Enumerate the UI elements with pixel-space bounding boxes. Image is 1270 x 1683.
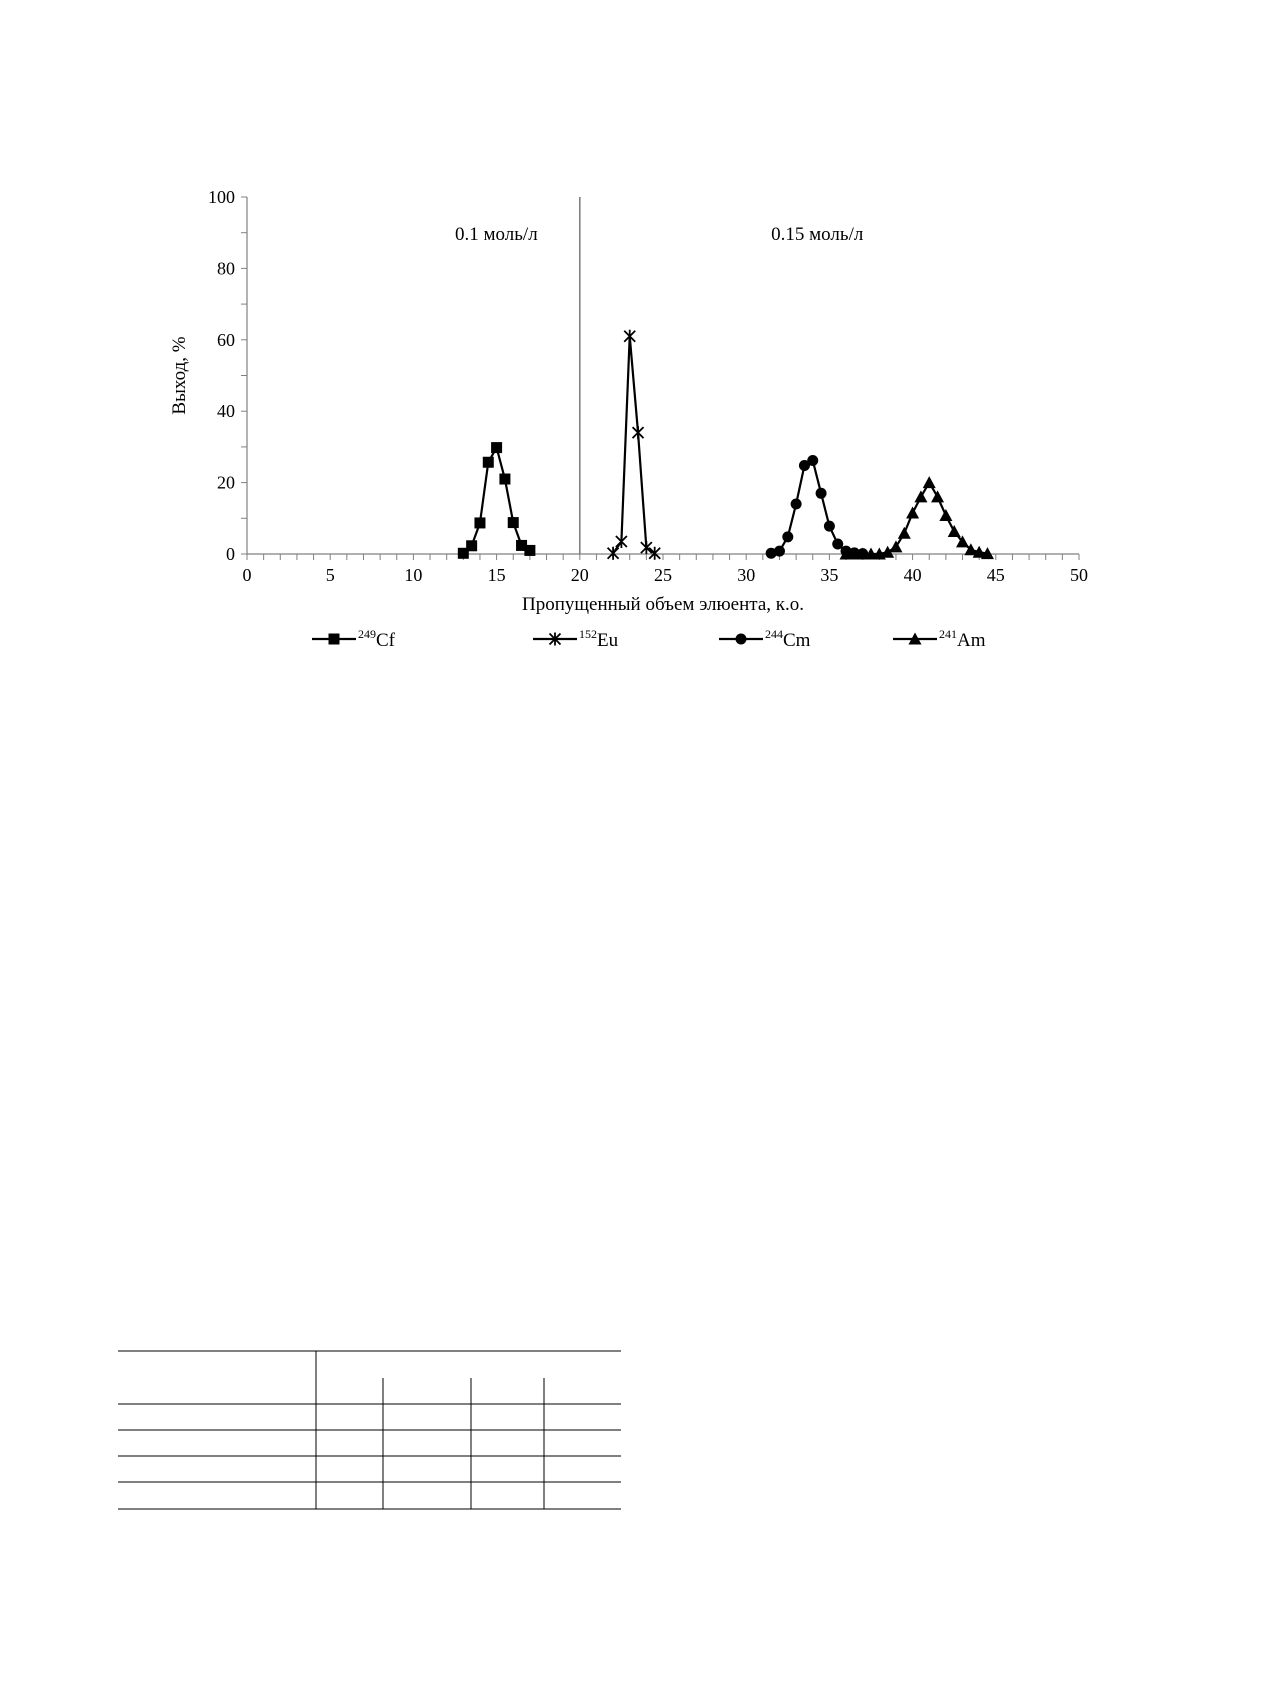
x-tick-label: 20 <box>570 565 589 585</box>
annotation: 0.1 моль/л <box>455 223 538 245</box>
y-axis-label: Выход, % <box>169 336 190 415</box>
legend-label: $^{152}$Eu <box>579 627 619 651</box>
x-tick-label: 0 <box>242 565 252 585</box>
x-tick-label: 25 <box>654 565 672 585</box>
y-tick-label: 0 <box>226 544 235 564</box>
y-tick-label: 80 <box>217 258 235 279</box>
x-tick-label: 45 <box>986 565 1005 585</box>
y-tick-label: 40 <box>217 401 235 422</box>
legend-label: $^{249}$Cf <box>358 627 395 651</box>
x-tick-label: 50 <box>1070 565 1088 585</box>
y-tick-label: 100 <box>208 187 235 207</box>
legend-label: $^{241}$Am <box>939 627 986 651</box>
x-tick-label: 15 <box>487 565 506 585</box>
x-tick-label: 30 <box>737 565 756 585</box>
x-tick-label: 5 <box>325 565 335 585</box>
x-tick-label: 35 <box>820 565 839 585</box>
x-tick-label: 10 <box>404 565 423 585</box>
legend-label: $^{244}$Cm <box>765 627 811 651</box>
x-axis-label: Пропущенный объем элюента, к.о. <box>522 594 804 615</box>
annotation: 0.15 моль/л <box>771 223 864 245</box>
y-tick-label: 60 <box>217 329 235 350</box>
x-tick-label: 40 <box>903 565 922 585</box>
y-tick-label: 20 <box>217 472 235 493</box>
